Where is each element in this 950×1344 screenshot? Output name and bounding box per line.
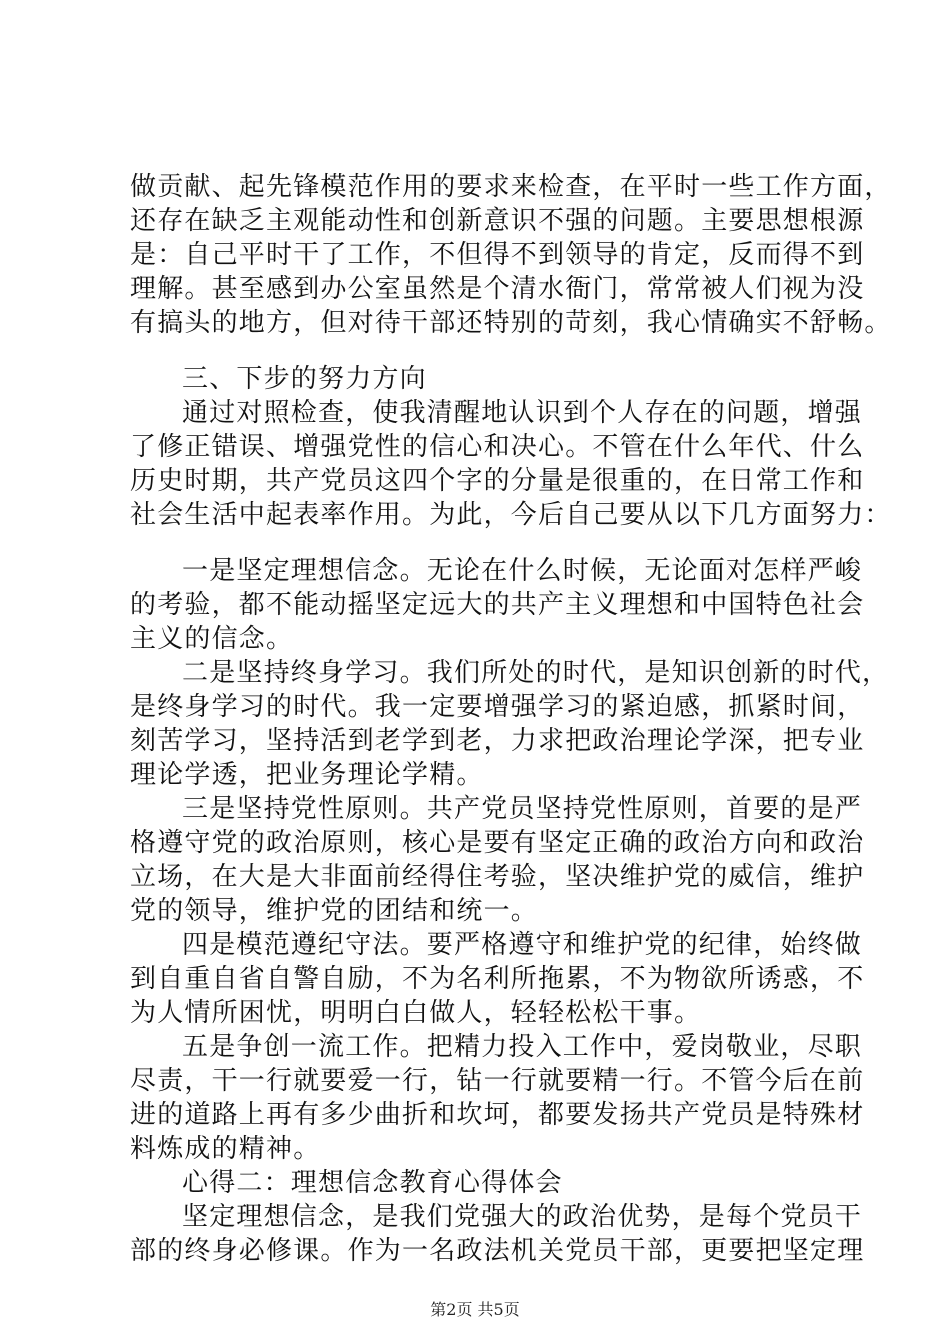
text-line: 部的终身必修课。作为一名政法机关党员干部，更要把坚定理 (130, 1236, 865, 1266)
text-line: 是：自己平时干了工作，不但得不到领导的肯定，反而得不到 (130, 240, 865, 270)
text-line: 了修正错误、增强党性的信心和决心。不管在什么年代、什么 (130, 432, 865, 462)
text-line: 主义的信念。 (130, 624, 294, 654)
text-line: 五是争创一流工作。把精力投入工作中，爱岗敬业，尽职 (182, 1032, 863, 1062)
text-line: 二是坚持终身学习。我们所处的时代，是知识创新的时代， (182, 658, 890, 688)
text-line: 坚定理想信念，是我们党强大的政治优势，是每个党员干 (182, 1202, 863, 1232)
text-line: 的考验，都不能动摇坚定远大的共产主义理想和中国特色社会 (130, 590, 865, 620)
text-line: 理论学透，把业务理论学精。 (130, 760, 484, 790)
text-line: 进的道路上再有多少曲折和坎坷，都要发扬共产党员是特殊材 (130, 1100, 865, 1130)
page-number: 第2页 共5页 (430, 1300, 520, 1319)
text-line: 尽责，干一行就要爱一行，钻一行就要精一行。不管今后在前 (130, 1066, 865, 1096)
text-line: 理解。甚至感到办公室虽然是个清水衙门，常常被人们视为没 (130, 274, 865, 304)
text-line: 为人情所困忧，明明白白做人，轻轻松松干事。 (130, 998, 702, 1028)
text-line: 党的领导，维护党的团结和统一。 (130, 896, 539, 926)
text-line: 一是坚定理想信念。无论在什么时候，无论面对怎样严峻 (182, 556, 863, 586)
text-line: 料炼成的精神。 (130, 1134, 321, 1164)
text-line: 三是坚持党性原则。共产党员坚持党性原则，首要的是严 (182, 794, 863, 824)
text-line: 有搞头的地方，但对待干部还特别的苛刻，我心情确实不舒畅。 (130, 308, 892, 338)
text-line: 刻苦学习，坚持活到老学到老，力求把政治理论学深，把专业 (130, 726, 865, 756)
text-line: 做贡献、起先锋模范作用的要求来检查，在平时一些工作方面， (130, 172, 892, 202)
text-line: 格遵守党的政治原则，核心是要有坚定正确的政治方向和政治 (130, 828, 865, 858)
section-heading: 三、下步的努力方向 (182, 364, 427, 394)
text-line: 社会生活中起表率作用。为此，今后自己要从以下几方面努力： (130, 500, 892, 530)
text-line: 四是模范遵纪守法。要严格遵守和维护党的纪律，始终做 (182, 930, 863, 960)
text-line: 还存在缺乏主观能动性和创新意识不强的问题。主要思想根源 (130, 206, 865, 236)
text-line: 通过对照检查，使我清醒地认识到个人存在的问题，增强 (182, 398, 863, 428)
text-line: 历史时期，共产党员这四个字的分量是很重的，在日常工作和 (130, 466, 865, 496)
subsection-heading: 心得二：理想信念教育心得体会 (182, 1168, 563, 1198)
text-line: 是终身学习的时代。我一定要增强学习的紧迫感，抓紧时间， (130, 692, 865, 722)
text-line: 立场，在大是大非面前经得住考验，坚决维护党的威信，维护 (130, 862, 865, 892)
text-line: 到自重自省自警自励，不为名利所拖累，不为物欲所诱惑，不 (130, 964, 865, 994)
